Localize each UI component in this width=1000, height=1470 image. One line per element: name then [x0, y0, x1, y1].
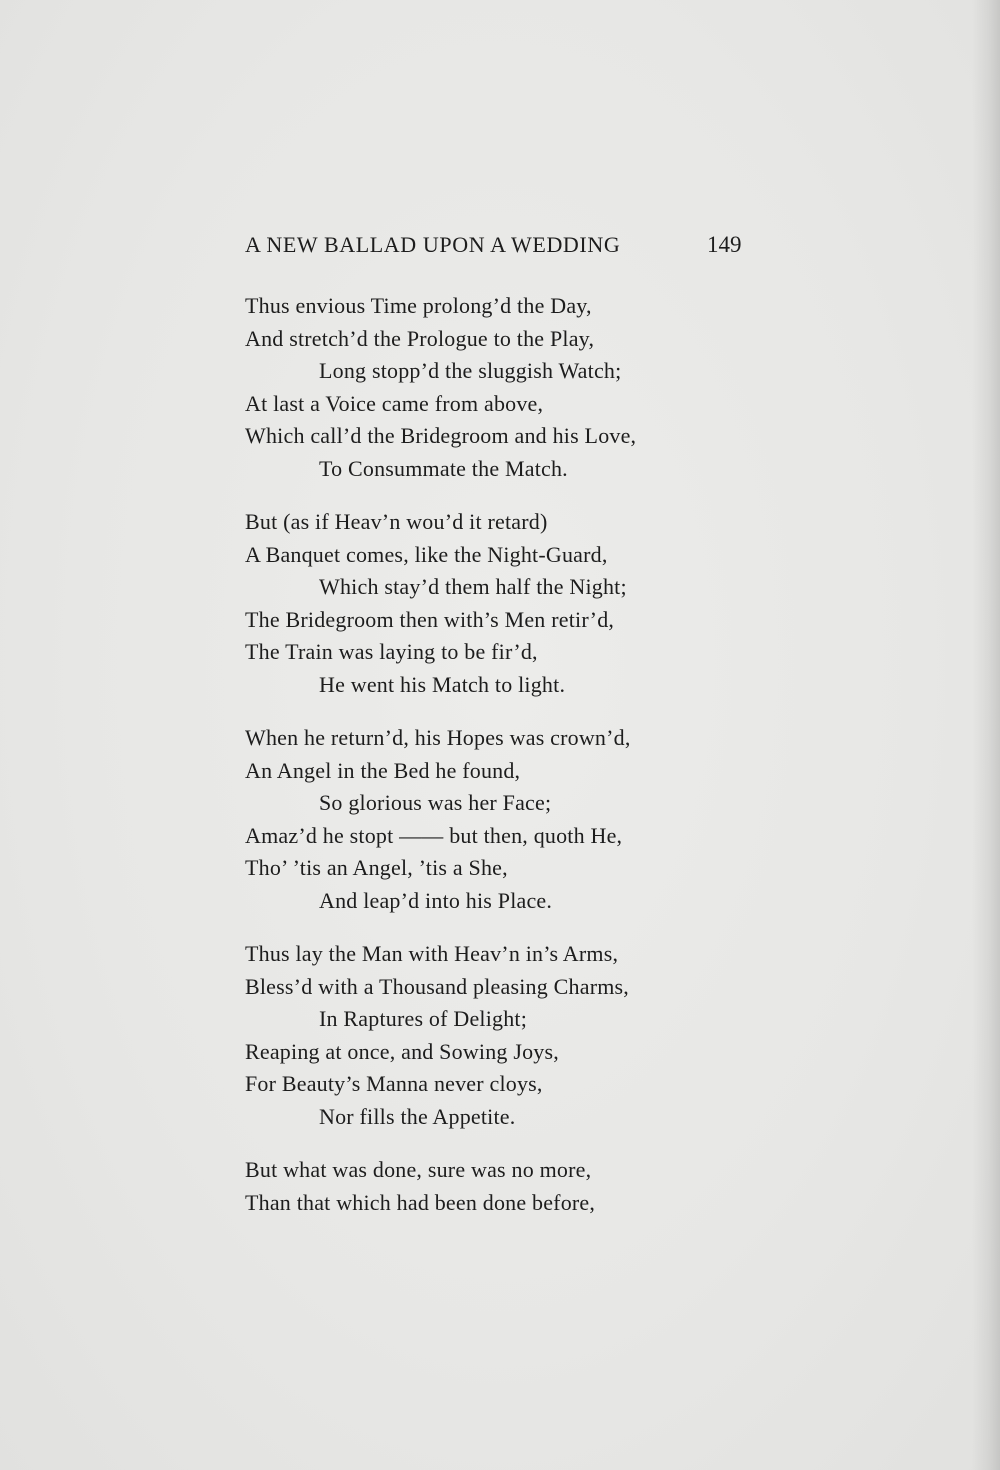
- page-number: 149: [707, 232, 742, 257]
- verse-line: Which call’d the Bridegroom and his Love,: [245, 423, 637, 448]
- verse-line-indented: To Consummate the Match.: [319, 455, 568, 481]
- verse-line: At last a Voice came from above,: [245, 390, 544, 416]
- verse-line: Bless’d with a Thousand pleasing Charms,: [245, 973, 629, 999]
- verse-line-indented: So glorious was her Face;: [319, 790, 552, 815]
- poem-body: [245, 290, 765, 1240]
- verse-line-indented: Long stopp’d the sluggish Watch;: [319, 358, 622, 383]
- verse-line: Thus lay the Man with Heav’n in’s Arms,: [245, 941, 619, 966]
- stanza: [245, 938, 765, 1133]
- verse-line: Thus envious Time prolong’d the Day,: [245, 293, 592, 318]
- verse-line: But what was done, sure was no more,: [245, 1157, 592, 1182]
- verse-line-indented: He went his Match to light.: [319, 671, 566, 697]
- stanza: [245, 506, 765, 701]
- verse-line: But (as if Heav’n wou’d it retard): [245, 509, 548, 534]
- verse-line-indented: And leap’d into his Place.: [319, 887, 553, 913]
- verse-line: Than that which had been done before,: [245, 1189, 596, 1215]
- verse-line: Reaping at once, and Sowing Joys,: [245, 1038, 559, 1064]
- verse-line: An Angel in the Bed he found,: [245, 757, 521, 783]
- page-edge-shadow: [972, 0, 1000, 1470]
- running-title: A NEW BALLAD UPON A WEDDING: [245, 232, 621, 257]
- page-header: [245, 232, 745, 268]
- verse-line-indented: In Raptures of Delight;: [319, 1006, 528, 1031]
- verse-line: When he return’d, his Hopes was crown’d,: [245, 725, 631, 750]
- verse-line: The Train was laying to be fir’d,: [245, 639, 538, 664]
- verse-line: Amaz’d he stopt —— but then, quoth He,: [245, 822, 623, 848]
- verse-line: The Bridegroom then with’s Men retir’d,: [245, 606, 615, 632]
- verse-line: A Banquet comes, like the Night-Guard,: [245, 541, 608, 567]
- verse-line: Tho’ ’tis an Angel, ’tis a She,: [245, 855, 508, 880]
- stanza: [245, 290, 765, 485]
- verse-line: And stretch’d the Prologue to the Play,: [245, 325, 595, 351]
- stanza: [245, 722, 765, 917]
- stanza: [245, 1154, 765, 1219]
- verse-line: For Beauty’s Manna never cloys,: [245, 1071, 543, 1096]
- verse-line-indented: Which stay’d them half the Night;: [319, 574, 627, 599]
- verse-line-indented: Nor fills the Appetite.: [319, 1103, 516, 1129]
